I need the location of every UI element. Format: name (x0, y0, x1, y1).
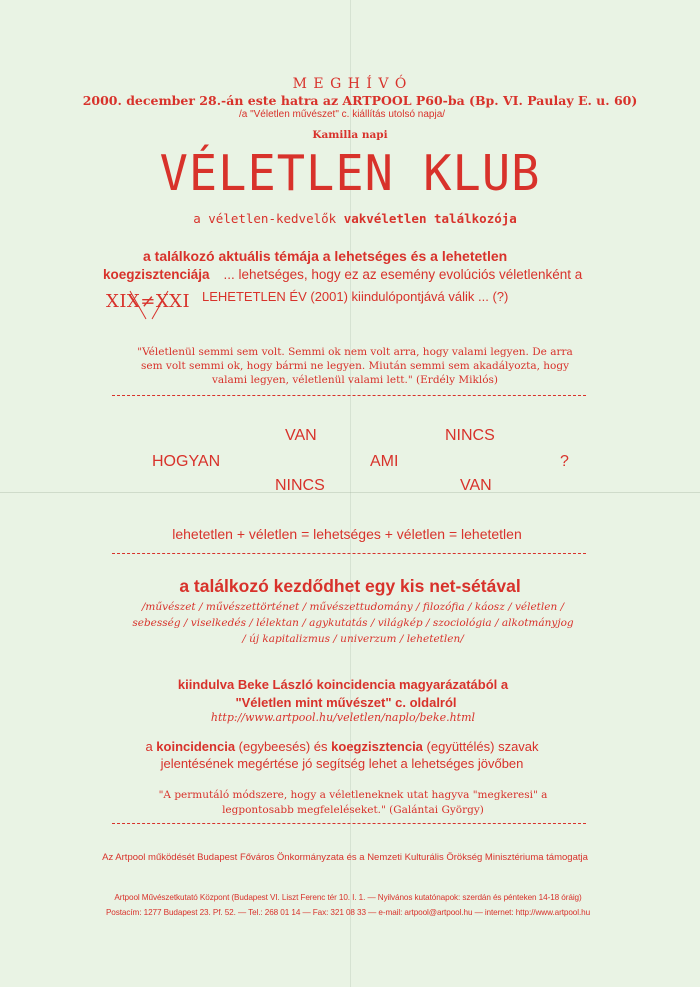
subtitle-emphasis: vakvéletlen találkozója (343, 211, 517, 226)
divider-3 (112, 823, 586, 824)
erdely-quote-line-3: valami legyen, véletlenül valami lett." (Erdély Miklós) (211, 374, 499, 386)
coincidence-line-2: jelentésének megértése jó segítség lehet a lehetséges jövőben (160, 756, 524, 771)
page-title: VÉLETLEN KLUB (159, 144, 541, 203)
equation: lehetetlen + véletlen = lehetséges + véletlen = lehetetlen (172, 526, 522, 542)
galantai-quote-line-2: legpontosabb megfeleléseket." (Galántai György) (222, 804, 484, 816)
beke-line-1: kiindulva Beke László koincidencia magyarázatából a (177, 677, 509, 692)
word-nincs-top: NINCS (445, 427, 495, 444)
keyword-koincidencia: koincidencia (156, 739, 236, 754)
netwalk-heading: a találkozó kezdődhet egy kis net-sétával (179, 576, 521, 596)
exhibition-line: /a "Véletlen művészet" c. kiállítás utolsó napja/ (238, 109, 446, 120)
topic-line-1: a találkozó aktuális témája a lehetséges és a lehetetlen (143, 248, 508, 264)
date-location-line: 2000. december 28.-án este hatra az ARTPOOL P60-ba (Bp. VI. Paulay E. u. 60) (82, 93, 638, 108)
support-statement: Az Artpool működését Budapest Főváros Önkormányzata és a Nemzeti Kulturális Örökség Minisztériuma támogatja (102, 852, 588, 863)
topic-line-3: LEHETETLEN ÉV (2001) kiindulópontjává válik ... (?) (202, 289, 509, 304)
formula-arrows (96, 287, 201, 323)
coincidence-a: a (145, 739, 157, 754)
word-hogyan: HOGYAN (152, 453, 221, 470)
subtitle-pre: a véletlen-kedvelők (193, 211, 344, 226)
century-formula: XIX≠XXI (106, 291, 191, 312)
keyword-koegzisztencia: koegzisztencia (331, 739, 423, 754)
footer-address: Artpool Művészetkutató Központ (Budapest VI. Liszt Ferenc tér 10. I. 1. — Nyilvános kutatónapok: szerdán és pénteken 14-18 óráig) (114, 893, 582, 902)
invitation-heading: M E G H Í V Ó (292, 76, 408, 92)
topic-keyword: koegzisztenciája (103, 267, 210, 282)
word-question: ? (560, 453, 569, 470)
topic-line-2-rest: ... lehetséges, hogy ez az esemény evolúciós véletlenként a (223, 267, 583, 282)
word-van-top: VAN (285, 427, 317, 444)
topic-line-2 (103, 268, 582, 282)
netwalk-topics-1: /művészet / művészettörténet / művészettudomány / filozófia / káosz / véletlen / (141, 601, 565, 613)
coincidence-mid-2: (együttélés) szavak (422, 739, 539, 754)
kamilla-napi: Kamilla napi (312, 129, 388, 141)
word-ami: AMI (370, 453, 399, 470)
coincidence-mid-1: (egybeesés) és (235, 739, 332, 754)
beke-url-link[interactable]: http://www.artpool.hu/veletlen/naplo/beke.html (210, 711, 476, 724)
netwalk-topics-3: / új kapitalizmus / univerzum / lehetetlen/ (242, 633, 464, 645)
erdely-quote-line-2: sem volt semmi ok, hogy bármi ne legyen. Miután semmi sem akadályozta, hogy (140, 360, 569, 372)
divider-2 (112, 553, 586, 554)
footer-contact: Postacím: 1277 Budapest 23. Pf. 52. — Tel.: 268 01 14 — Fax: 321 08 33 — e-mail: artpool@artpool.hu — internet: http://www.artpool.hu (105, 908, 591, 917)
word-van-bottom: VAN (460, 477, 492, 494)
beke-line-2: "Véletlen mint művészet" c. oldalról (235, 695, 457, 710)
subtitle (10, 213, 700, 226)
coincidence-line-1 (0, 740, 700, 753)
netwalk-topics-2: sebesség / viselkedés / lélektan / agykutatás / világkép / szociológia / alkotmányjog (132, 617, 574, 629)
erdely-quote-line-1: "Véletlenül semmi sem volt. Semmi ok nem volt arra, hogy valami legyen. De arra (137, 346, 573, 358)
word-nincs-bottom: NINCS (275, 477, 325, 494)
galantai-quote-line-1: "A permutáló módszere, hogy a véletleneknek utat hagyva "megkeresi" a (158, 789, 548, 801)
divider-1 (112, 395, 586, 396)
